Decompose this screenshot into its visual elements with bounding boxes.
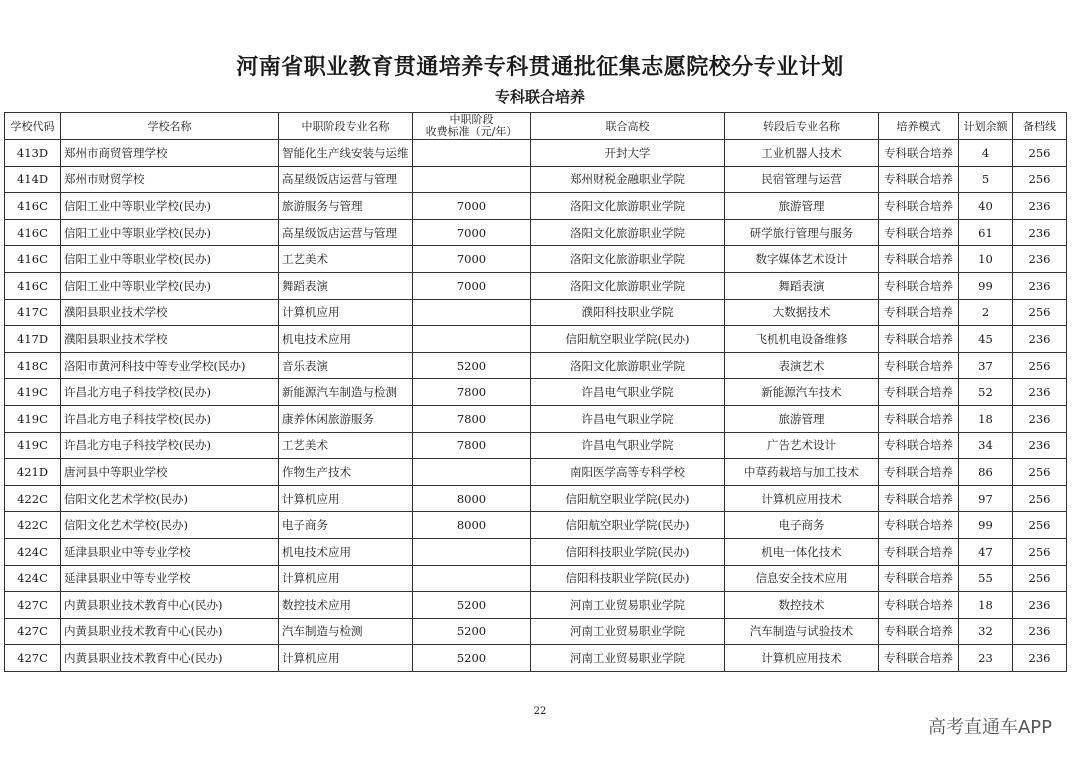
cell-remaining: 97 xyxy=(959,485,1013,512)
cell-transfer-major: 信息安全技术应用 xyxy=(725,565,879,592)
cell-school-name: 延津县职业中等专业学校 xyxy=(61,538,279,565)
cell-school-code: 416C xyxy=(5,246,61,273)
cell-cutoff-line: 236 xyxy=(1013,379,1067,406)
header-training-mode: 培养模式 xyxy=(879,113,959,140)
header-transfer-major: 转段后专业名称 xyxy=(725,113,879,140)
cell-transfer-major: 汽车制造与试验技术 xyxy=(725,618,879,645)
cell-joint-college: 信阳航空职业学院(民办) xyxy=(531,512,725,539)
cell-secondary-major: 工艺美术 xyxy=(279,432,413,459)
header-fee-line2: 收费标准（元/年） xyxy=(425,125,518,138)
table-row xyxy=(5,326,1067,353)
cell-cutoff-line: 236 xyxy=(1013,193,1067,220)
cell-remaining: 2 xyxy=(959,299,1013,326)
cell-secondary-major: 康养休闲旅游服务 xyxy=(279,405,413,432)
cell-school-code: 421D xyxy=(5,459,61,486)
cell-joint-college: 信阳科技职业学院(民办) xyxy=(531,538,725,565)
cell-fee: 7800 xyxy=(413,379,531,406)
cell-joint-college: 洛阳文化旅游职业学院 xyxy=(531,193,725,220)
cell-school-name: 唐河县中等职业学校 xyxy=(61,459,279,486)
cell-joint-college: 信阳科技职业学院(民办) xyxy=(531,565,725,592)
cell-transfer-major: 广告艺术设计 xyxy=(725,432,879,459)
cell-fee: 7000 xyxy=(413,193,531,220)
cell-cutoff-line: 236 xyxy=(1013,405,1067,432)
cell-transfer-major: 表演艺术 xyxy=(725,352,879,379)
cell-remaining: 34 xyxy=(959,432,1013,459)
plan-table xyxy=(4,112,1067,672)
cell-school-code: 417C xyxy=(5,299,61,326)
header-fee-line1: 中职阶段 xyxy=(449,113,494,126)
cell-secondary-major: 计算机应用 xyxy=(279,299,413,326)
cell-secondary-major: 计算机应用 xyxy=(279,485,413,512)
cell-school-name: 信阳工业中等职业学校(民办) xyxy=(61,246,279,273)
cell-remaining: 47 xyxy=(959,538,1013,565)
cell-training-mode: 专科联合培养 xyxy=(879,459,959,486)
cell-training-mode: 专科联合培养 xyxy=(879,326,959,353)
cell-joint-college: 洛阳文化旅游职业学院 xyxy=(531,352,725,379)
cell-secondary-major: 计算机应用 xyxy=(279,565,413,592)
cell-transfer-major: 数字媒体艺术设计 xyxy=(725,246,879,273)
cell-joint-college: 信阳航空职业学院(民办) xyxy=(531,326,725,353)
cell-joint-college: 开封大学 xyxy=(531,140,725,167)
cell-remaining: 18 xyxy=(959,405,1013,432)
table-row xyxy=(5,272,1067,299)
cell-school-name: 延津县职业中等专业学校 xyxy=(61,565,279,592)
cell-school-name: 内黄县职业技术教育中心(民办) xyxy=(61,592,279,619)
cell-joint-college: 许昌电气职业学院 xyxy=(531,405,725,432)
cell-school-name: 内黄县职业技术教育中心(民办) xyxy=(61,645,279,672)
cell-cutoff-line: 256 xyxy=(1013,459,1067,486)
cell-transfer-major: 研学旅行管理与服务 xyxy=(725,219,879,246)
cell-joint-college: 河南工业贸易职业学院 xyxy=(531,618,725,645)
cell-cutoff-line: 256 xyxy=(1013,299,1067,326)
watermark: 高考直通车APP xyxy=(927,717,1052,738)
cell-training-mode: 专科联合培养 xyxy=(879,193,959,220)
table-row xyxy=(5,405,1067,432)
table-header-row xyxy=(5,113,1067,140)
table-row xyxy=(5,592,1067,619)
cell-transfer-major: 民宿管理与运营 xyxy=(725,166,879,193)
cell-cutoff-line: 236 xyxy=(1013,326,1067,353)
cell-remaining: 45 xyxy=(959,326,1013,353)
cell-remaining: 23 xyxy=(959,645,1013,672)
cell-joint-college: 许昌电气职业学院 xyxy=(531,379,725,406)
cell-school-code: 422C xyxy=(5,485,61,512)
cell-school-name: 郑州市商贸管理学校 xyxy=(61,140,279,167)
header-cutoff-line: 备档线 xyxy=(1013,113,1067,140)
cell-remaining: 10 xyxy=(959,246,1013,273)
cell-fee xyxy=(413,299,531,326)
cell-remaining: 40 xyxy=(959,193,1013,220)
cell-joint-college: 郑州财税金融职业学院 xyxy=(531,166,725,193)
document-subtitle: 专科联合培养 xyxy=(494,88,585,106)
cell-remaining: 99 xyxy=(959,272,1013,299)
table-row xyxy=(5,432,1067,459)
cell-training-mode: 专科联合培养 xyxy=(879,432,959,459)
cell-cutoff-line: 236 xyxy=(1013,272,1067,299)
cell-school-code: 424C xyxy=(5,538,61,565)
cell-school-name: 洛阳市黄河科技中等专业学校(民办) xyxy=(61,352,279,379)
cell-transfer-major: 舞蹈表演 xyxy=(725,272,879,299)
cell-secondary-major: 数控技术应用 xyxy=(279,592,413,619)
cell-remaining: 61 xyxy=(959,219,1013,246)
cell-cutoff-line: 256 xyxy=(1013,512,1067,539)
cell-training-mode: 专科联合培养 xyxy=(879,565,959,592)
cell-transfer-major: 计算机应用技术 xyxy=(725,485,879,512)
cell-school-name: 许昌北方电子科技学校(民办) xyxy=(61,379,279,406)
cell-cutoff-line: 256 xyxy=(1013,485,1067,512)
cell-transfer-major: 旅游管理 xyxy=(725,405,879,432)
cell-cutoff-line: 236 xyxy=(1013,645,1067,672)
cell-cutoff-line: 236 xyxy=(1013,592,1067,619)
table-row xyxy=(5,645,1067,672)
cell-fee: 8000 xyxy=(413,485,531,512)
cell-training-mode: 专科联合培养 xyxy=(879,140,959,167)
cell-school-name: 濮阳县职业技术学校 xyxy=(61,299,279,326)
cell-secondary-major: 音乐表演 xyxy=(279,352,413,379)
cell-cutoff-line: 236 xyxy=(1013,618,1067,645)
cell-secondary-major: 机电技术应用 xyxy=(279,326,413,353)
table-row xyxy=(5,166,1067,193)
cell-secondary-major: 汽车制造与检测 xyxy=(279,618,413,645)
cell-secondary-major: 工艺美术 xyxy=(279,246,413,273)
cell-transfer-major: 数控技术 xyxy=(725,592,879,619)
cell-secondary-major: 舞蹈表演 xyxy=(279,272,413,299)
cell-fee xyxy=(413,565,531,592)
table-row xyxy=(5,618,1067,645)
cell-training-mode: 专科联合培养 xyxy=(879,379,959,406)
cell-transfer-major: 计算机应用技术 xyxy=(725,645,879,672)
cell-training-mode: 专科联合培养 xyxy=(879,166,959,193)
cell-training-mode: 专科联合培养 xyxy=(879,219,959,246)
cell-cutoff-line: 256 xyxy=(1013,166,1067,193)
cell-school-name: 信阳文化艺术学校(民办) xyxy=(61,485,279,512)
cell-joint-college: 河南工业贸易职业学院 xyxy=(531,592,725,619)
cell-transfer-major: 大数据技术 xyxy=(725,299,879,326)
table-row xyxy=(5,140,1067,167)
cell-training-mode: 专科联合培养 xyxy=(879,272,959,299)
header-fee xyxy=(413,113,531,140)
cell-fee: 7000 xyxy=(413,246,531,273)
cell-school-name: 信阳工业中等职业学校(民办) xyxy=(61,193,279,220)
cell-school-code: 414D xyxy=(5,166,61,193)
cell-remaining: 32 xyxy=(959,618,1013,645)
cell-school-name: 内黄县职业技术教育中心(民办) xyxy=(61,618,279,645)
cell-secondary-major: 高星级饭店运营与管理 xyxy=(279,166,413,193)
cell-school-name: 信阳工业中等职业学校(民办) xyxy=(61,219,279,246)
cell-remaining: 55 xyxy=(959,565,1013,592)
cell-remaining: 52 xyxy=(959,379,1013,406)
cell-training-mode: 专科联合培养 xyxy=(879,618,959,645)
cell-joint-college: 洛阳文化旅游职业学院 xyxy=(531,246,725,273)
document-title: 河南省职业教育贯通培养专科贯通批征集志愿院校分专业计划 xyxy=(236,55,844,80)
cell-school-code: 422C xyxy=(5,512,61,539)
cell-fee: 7800 xyxy=(413,405,531,432)
table-row xyxy=(5,193,1067,220)
cell-school-code: 427C xyxy=(5,592,61,619)
cell-training-mode: 专科联合培养 xyxy=(879,538,959,565)
cell-remaining: 86 xyxy=(959,459,1013,486)
page-number: 22 xyxy=(533,706,547,717)
cell-school-name: 信阳文化艺术学校(民办) xyxy=(61,512,279,539)
table-body xyxy=(5,140,1067,672)
cell-training-mode: 专科联合培养 xyxy=(879,246,959,273)
cell-transfer-major: 飞机机电设备维修 xyxy=(725,326,879,353)
header-joint-college: 联合高校 xyxy=(531,113,725,140)
cell-fee: 8000 xyxy=(413,512,531,539)
cell-school-code: 418C xyxy=(5,352,61,379)
cell-fee: 7000 xyxy=(413,272,531,299)
cell-secondary-major: 智能化生产线安装与运维 xyxy=(279,140,413,167)
cell-school-code: 424C xyxy=(5,565,61,592)
cell-school-code: 419C xyxy=(5,405,61,432)
cell-school-name: 郑州市财贸学校 xyxy=(61,166,279,193)
header-secondary-major: 中职阶段专业名称 xyxy=(279,113,413,140)
cell-fee xyxy=(413,326,531,353)
cell-fee xyxy=(413,166,531,193)
cell-school-name: 信阳工业中等职业学校(民办) xyxy=(61,272,279,299)
cell-secondary-major: 新能源汽车制造与检测 xyxy=(279,379,413,406)
cell-secondary-major: 旅游服务与管理 xyxy=(279,193,413,220)
table-row xyxy=(5,485,1067,512)
table-row xyxy=(5,352,1067,379)
cell-training-mode: 专科联合培养 xyxy=(879,645,959,672)
header-remaining: 计划余额 xyxy=(959,113,1013,140)
cell-school-code: 416C xyxy=(5,219,61,246)
cell-fee xyxy=(413,459,531,486)
table-row xyxy=(5,459,1067,486)
cell-joint-college: 河南工业贸易职业学院 xyxy=(531,645,725,672)
cell-transfer-major: 工业机器人技术 xyxy=(725,140,879,167)
cell-fee xyxy=(413,538,531,565)
cell-cutoff-line: 256 xyxy=(1013,140,1067,167)
cell-cutoff-line: 236 xyxy=(1013,219,1067,246)
cell-secondary-major: 作物生产技术 xyxy=(279,459,413,486)
cell-cutoff-line: 256 xyxy=(1013,565,1067,592)
table-row xyxy=(5,512,1067,539)
cell-secondary-major: 电子商务 xyxy=(279,512,413,539)
cell-training-mode: 专科联合培养 xyxy=(879,405,959,432)
cell-training-mode: 专科联合培养 xyxy=(879,592,959,619)
cell-cutoff-line: 256 xyxy=(1013,538,1067,565)
cell-joint-college: 洛阳文化旅游职业学院 xyxy=(531,219,725,246)
cell-training-mode: 专科联合培养 xyxy=(879,485,959,512)
cell-cutoff-line: 236 xyxy=(1013,432,1067,459)
cell-school-code: 416C xyxy=(5,272,61,299)
table-row xyxy=(5,538,1067,565)
cell-school-code: 413D xyxy=(5,140,61,167)
cell-fee: 5200 xyxy=(413,645,531,672)
cell-school-name: 许昌北方电子科技学校(民办) xyxy=(61,432,279,459)
cell-school-name: 濮阳县职业技术学校 xyxy=(61,326,279,353)
cell-remaining: 99 xyxy=(959,512,1013,539)
table-row xyxy=(5,379,1067,406)
cell-joint-college: 南阳医学高等专科学校 xyxy=(531,459,725,486)
cell-transfer-major: 电子商务 xyxy=(725,512,879,539)
cell-school-code: 427C xyxy=(5,618,61,645)
table-row xyxy=(5,219,1067,246)
cell-secondary-major: 机电技术应用 xyxy=(279,538,413,565)
cell-school-code: 419C xyxy=(5,432,61,459)
cell-school-code: 416C xyxy=(5,193,61,220)
cell-school-code: 427C xyxy=(5,645,61,672)
cell-remaining: 37 xyxy=(959,352,1013,379)
cell-training-mode: 专科联合培养 xyxy=(879,352,959,379)
cell-transfer-major: 机电一体化技术 xyxy=(725,538,879,565)
cell-transfer-major: 旅游管理 xyxy=(725,193,879,220)
cell-secondary-major: 高星级饭店运营与管理 xyxy=(279,219,413,246)
cell-fee: 5200 xyxy=(413,618,531,645)
cell-fee xyxy=(413,140,531,167)
table-row xyxy=(5,299,1067,326)
cell-training-mode: 专科联合培养 xyxy=(879,512,959,539)
cell-remaining: 18 xyxy=(959,592,1013,619)
cell-training-mode: 专科联合培养 xyxy=(879,299,959,326)
cell-remaining: 5 xyxy=(959,166,1013,193)
cell-secondary-major: 计算机应用 xyxy=(279,645,413,672)
table-row xyxy=(5,246,1067,273)
cell-fee: 7000 xyxy=(413,219,531,246)
cell-transfer-major: 中草药栽培与加工技术 xyxy=(725,459,879,486)
cell-school-name: 许昌北方电子科技学校(民办) xyxy=(61,405,279,432)
cell-remaining: 4 xyxy=(959,140,1013,167)
cell-cutoff-line: 256 xyxy=(1013,352,1067,379)
header-school-name: 学校名称 xyxy=(61,113,279,140)
cell-joint-college: 信阳航空职业学院(民办) xyxy=(531,485,725,512)
cell-joint-college: 洛阳文化旅游职业学院 xyxy=(531,272,725,299)
cell-school-code: 417D xyxy=(5,326,61,353)
cell-cutoff-line: 236 xyxy=(1013,246,1067,273)
cell-school-code: 419C xyxy=(5,379,61,406)
cell-joint-college: 许昌电气职业学院 xyxy=(531,432,725,459)
cell-fee: 7800 xyxy=(413,432,531,459)
cell-fee: 5200 xyxy=(413,352,531,379)
table-row xyxy=(5,565,1067,592)
cell-transfer-major: 新能源汽车技术 xyxy=(725,379,879,406)
cell-fee: 5200 xyxy=(413,592,531,619)
cell-joint-college: 濮阳科技职业学院 xyxy=(531,299,725,326)
header-school-code: 学校代码 xyxy=(5,113,61,140)
